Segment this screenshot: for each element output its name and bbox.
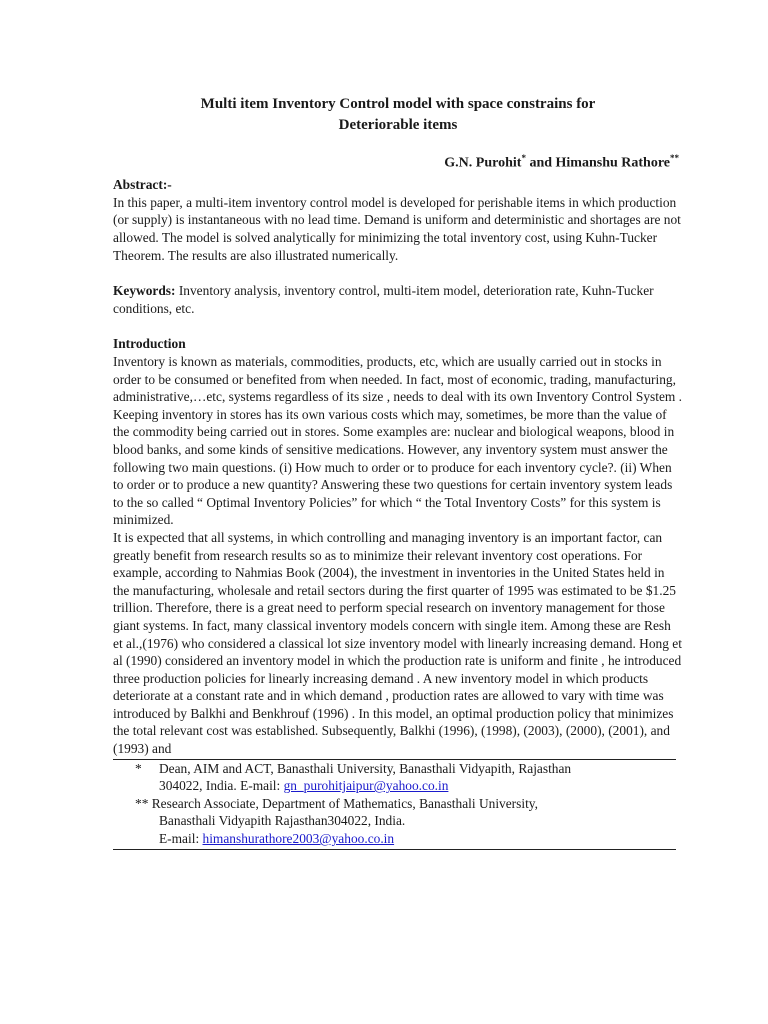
footnote-2-line-1: Research Associate, Department of Mathematics, Banasthali University,: [148, 795, 538, 811]
author-line: [113, 150, 683, 172]
author-1: G.N. Purohit: [444, 155, 522, 171]
paper-title-line-2: Deteriorable items: [338, 117, 458, 133]
author-1-footnote-mark: *: [521, 153, 526, 163]
footnote-2-email-prefix: E-mail:: [159, 831, 203, 847]
footnote-2-email-link[interactable]: himanshurathore2003@yahoo.co.in: [202, 831, 395, 847]
paper-title-line-1: Multi item Inventory Control model with space constrains for: [200, 96, 596, 112]
author-2-footnote-mark: **: [670, 153, 679, 163]
introduction-paragraph-1: Inventory is known as materials, commodities, products, etc, which are usually carried out in stocks in order to be consumed or benefited from when needed. In fact, most of economic, trading, manufacturing, administrative,…etc, systems regardless of its size , needs to deal with its own Inventory Control System . Keeping inventory in stores has its own various costs which may, sometimes, be more than the value of the commodity being carried out in stores. Some examples are: nuclear and biological weapons, blood in blood banks, and some kinds of sensitive medications. However, any inventory system must answer the following two main questions. (i) How much to order or to produce for each inventory cycle?. (ii) When to order or to produce a new quantity? Answering these two questions for certain inventory system leads to the so called “ Optimal Inventory Policies” for which “ the Total Inventory Costs” for this system is minimized.: [113, 354, 683, 528]
abstract-heading: Abstract:-: [113, 177, 172, 193]
footnote-1: [135, 760, 683, 778]
footnote-2-line-3: [135, 830, 683, 848]
abstract-text: In this paper, a multi-item inventory control model is developed for perishable items in which production (or supply) is instantaneous with no lead time. Demand is uniform and deterministic and shortages are not allowed. The model is solved analytically for minimizing the total inventory cost, using Kuhn-Tucker Theorem. The results are also illustrated numerically.: [113, 194, 681, 263]
footnote-1-line-1: Dean, AIM and ACT, Banasthali University, Banasthali Vidyapith, Rajasthan: [159, 760, 572, 776]
footnote-1-line-2: [135, 777, 683, 795]
author-conjunction: and: [525, 155, 556, 171]
keywords-paragraph: [113, 282, 683, 317]
footnote-rule-bottom: [113, 849, 676, 850]
footnote-1-email-prefix: 304022, India. E-mail:: [159, 778, 284, 794]
keywords-label: Keywords:: [113, 283, 176, 299]
footnote-1-email-link[interactable]: gn_purohitjaipur@yahoo.co.in: [283, 778, 449, 794]
footnote-2: [135, 795, 683, 813]
document-page: [113, 94, 683, 850]
paper-title: [113, 94, 683, 136]
introduction-heading: Introduction: [113, 336, 186, 352]
author-2: Himanshu Rathore: [555, 155, 670, 171]
footnotes: [113, 760, 683, 848]
introduction-paragraph-2: It is expected that all systems, in which controlling and managing inventory is an important factor, can greatly benefit from research results so as to minimize their relevant inventory cost operations. For example, according to Nahmias Book (2004), the investment in inventories in the United States held in the manufacturing, wholesale and retail sectors during the first quarter of 1995 was estimated to be $1.25 trillion. Therefore, there is a great need to perform special research on inventory management for those giant systems. In fact, many classical inventory models concern with single item. Among these are Resh et al.,(1976) who considered a classical lot size inventory model with linearly increasing demand. Hong et al (1990) considered an inventory model in which the production rate is uniform and finite , he introduced three production policies for linearly increasing demand . A new inventory model in which products deteriorate at a constant rate and in which demand , production rates are allowed to vary with time was introduced by Balkhi and Benkhrouf (1996) . In this model, an optimal production policy that minimizes the total relevant cost was established. Subsequently, Balkhi (1996), (1998), (2003), (2000), (2001), and (1993) and: [113, 529, 682, 757]
footnote-1-mark: *: [135, 760, 142, 776]
keywords-text: Inventory analysis, inventory control, multi-item model, deterioration rate, Kuhn-Tucker conditions, etc.: [113, 283, 654, 316]
footnote-2-line-2: Banasthali Vidyapith Rajasthan304022, India.: [159, 813, 406, 829]
footnote-2-mark: **: [135, 795, 149, 811]
